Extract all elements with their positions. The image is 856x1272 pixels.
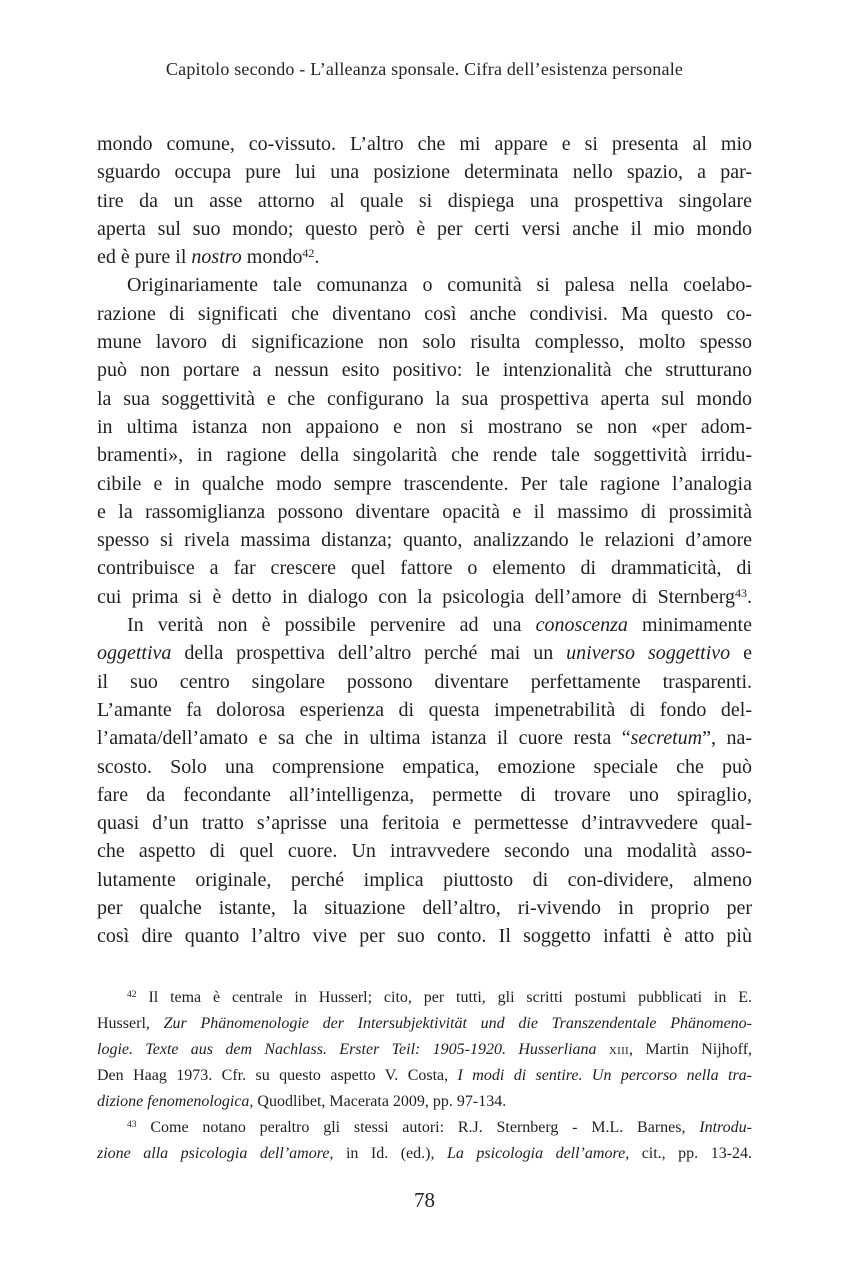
italic-text: dizione fenomenologica — [97, 1093, 250, 1110]
text: Husserl, — [97, 1015, 164, 1032]
text-line — [97, 470, 752, 498]
text-line — [97, 611, 752, 639]
text: Den Haag 1973. Cfr. su questo aspetto V. Costa, — [97, 1067, 458, 1084]
paragraph — [97, 611, 752, 951]
text: aperta sul suo mondo; questo però è per certi versi anche il mio mondo — [97, 217, 752, 240]
footnote-ref: 43 — [735, 585, 747, 600]
text: mondo — [241, 246, 303, 269]
text-line — [97, 837, 752, 865]
text: . — [747, 585, 752, 608]
footnote-ref: 42 — [127, 989, 137, 1001]
italic-text: logie. Texte aus dem Nachlass. Erster Teil: 1905-1920. Husserliana — [97, 1041, 597, 1058]
text-line — [97, 639, 752, 667]
text: razione di significati che diventano così anche condivisi. Ma questo co- — [97, 302, 752, 325]
text-line — [97, 413, 752, 441]
text-line — [97, 1141, 752, 1167]
text-line — [97, 215, 752, 243]
italic-text: nostro — [191, 246, 242, 269]
text: L’amante fa dolorosa esperienza di questa impenetrabilità di fondo del- — [97, 698, 752, 721]
text-line — [97, 1115, 752, 1141]
text-line — [97, 158, 752, 186]
text-line — [97, 1011, 752, 1037]
text: per qualche istante, la situazione dell’altro, ri-vivendo in proprio per — [97, 897, 752, 920]
text-line — [97, 668, 752, 696]
italic-text: La psicologia dell’amore — [447, 1145, 626, 1162]
text: tire da un asse attorno al quale si dispiega una prospettiva singolare — [97, 189, 752, 212]
text: , Martin Nijhoff, — [629, 1041, 753, 1058]
text-line — [97, 724, 752, 752]
text: mune lavoro di significazione non solo risulta complesso, molto spesso — [97, 331, 752, 354]
text: spesso si rivela massima distanza; quanto, analizzando le relazioni d’amore — [97, 529, 752, 552]
footnote — [97, 985, 752, 1115]
text: Il tema è centrale in Husserl; cito, per tutti, gli scritti postumi pubblicati in E. — [136, 989, 752, 1006]
text-line — [97, 441, 752, 469]
text-line — [97, 328, 752, 356]
text: la sua soggettività e che configurano la sua prospettiva aperta sul mondo — [97, 387, 752, 410]
text-line — [97, 894, 752, 922]
text: e la rassomiglianza possono diventare opacità e il massimo di prossimità — [97, 500, 752, 523]
page-number: 78 — [414, 1188, 435, 1212]
text-line — [97, 300, 752, 328]
text: In verità non è possibile pervenire ad una — [127, 614, 536, 637]
text: e — [730, 642, 752, 665]
text: ”, na- — [702, 727, 753, 750]
text-line — [97, 753, 752, 781]
text: quasi d’un tratto s’aprisse una feritoia e permettesse d’intravvedere qual- — [97, 812, 752, 835]
text-line — [97, 922, 752, 950]
text: , Quodlibet, Macerata 2009, pp. 97-134. — [249, 1093, 507, 1110]
text: cui prima si è detto in dialogo con la psicologia dell’amore di Sternberg — [97, 585, 735, 608]
text: il suo centro singolare possono diventare perfettamente trasparenti. — [97, 670, 752, 693]
text-line — [97, 356, 752, 384]
italic-text: secretum — [630, 727, 703, 750]
text: può non portare a nessun esito positivo: le intenzionalità che strutturano — [97, 359, 752, 382]
text-line — [97, 385, 752, 413]
text-line — [97, 583, 752, 611]
text: mondo comune, co-vissuto. L’altro che mi appare e si presenta al mio — [97, 133, 752, 155]
text-line — [97, 809, 752, 837]
text — [597, 1041, 609, 1058]
text: , in Id. (ed.), — [329, 1145, 447, 1162]
paragraph — [97, 271, 752, 611]
text-line — [97, 696, 752, 724]
text: bramenti», in ragione della singolarità che rende tale soggettività irridu- — [97, 444, 752, 467]
text: scosto. Solo una comprensione empatica, emozione speciale che può — [97, 755, 752, 778]
text-line — [97, 243, 752, 271]
text-line — [97, 985, 752, 1011]
italic-text: Introdu- — [699, 1119, 752, 1136]
text-line — [97, 526, 752, 554]
text: fare da fecondante all’intelligenza, permette di trovare uno spiraglio, — [97, 783, 752, 806]
text: Originariamente tale comunanza o comunità si palesa nella coelabo- — [127, 274, 752, 297]
text-line — [97, 130, 752, 158]
text: sguardo occupa pure lui una posizione determinata nello spazio, a par- — [97, 161, 752, 184]
italic-text: conoscenza — [535, 614, 628, 637]
italic-text: zione alla psicologia dell’amore — [97, 1145, 330, 1162]
text: cibile e in qualche modo sempre trascendente. Per tale ragione l’analogia — [97, 472, 752, 495]
text: . — [314, 246, 320, 269]
text: in ultima istanza non appaiono e non si mostrano se non «per adom- — [97, 415, 752, 438]
italic-text: Zur Phänomenologie der Intersubjektivität und die Transzendentale Phänomeno- — [163, 1015, 753, 1032]
text-line — [97, 187, 752, 215]
text-line — [97, 1063, 752, 1089]
text-line — [97, 1037, 752, 1063]
text-line — [97, 271, 752, 299]
text: minimamente — [627, 614, 752, 637]
small-caps-text: xiii — [608, 1041, 630, 1058]
italic-text: oggettiva — [97, 642, 172, 665]
text: così dire quanto l’altro vive per suo conto. Il soggetto infatti è atto più — [97, 925, 752, 948]
text: l’amata/dell’amato e sa che in ultima istanza il cuore resta “ — [97, 727, 631, 750]
text: che aspetto di quel cuore. Un intravvedere secondo una modalità asso- — [97, 840, 752, 863]
text: lutamente originale, perché implica piuttosto di con-dividere, almeno — [97, 868, 752, 891]
text-line — [97, 554, 752, 582]
paragraph — [97, 130, 752, 271]
text-line — [97, 1089, 752, 1115]
running-header: Capitolo secondo - L’alleanza sponsale. Cifra dell’esistenza personale — [165, 59, 684, 79]
italic-text: universo soggettivo — [566, 642, 731, 665]
text: contribuisce a far crescere quel fattore o elemento di drammaticità, di — [97, 557, 752, 580]
text: , cit., pp. 13-24. — [625, 1145, 753, 1162]
text-line — [97, 498, 752, 526]
footnote — [97, 1115, 752, 1167]
text: della prospettiva dell’altro perché mai un — [171, 642, 567, 665]
text-line — [97, 866, 752, 894]
text: ed è pure il — [97, 246, 192, 269]
italic-text: I modi di sentire. Un percorso nella tra- — [457, 1067, 753, 1084]
body-text — [97, 130, 752, 951]
footnotes — [97, 985, 752, 1167]
text-line — [97, 781, 752, 809]
text: Come notano peraltro gli stessi autori: R.J. Sternberg - M.L. Barnes, — [136, 1119, 700, 1136]
footnote-ref: 43 — [127, 1119, 137, 1131]
footnote-ref: 42 — [302, 246, 315, 261]
